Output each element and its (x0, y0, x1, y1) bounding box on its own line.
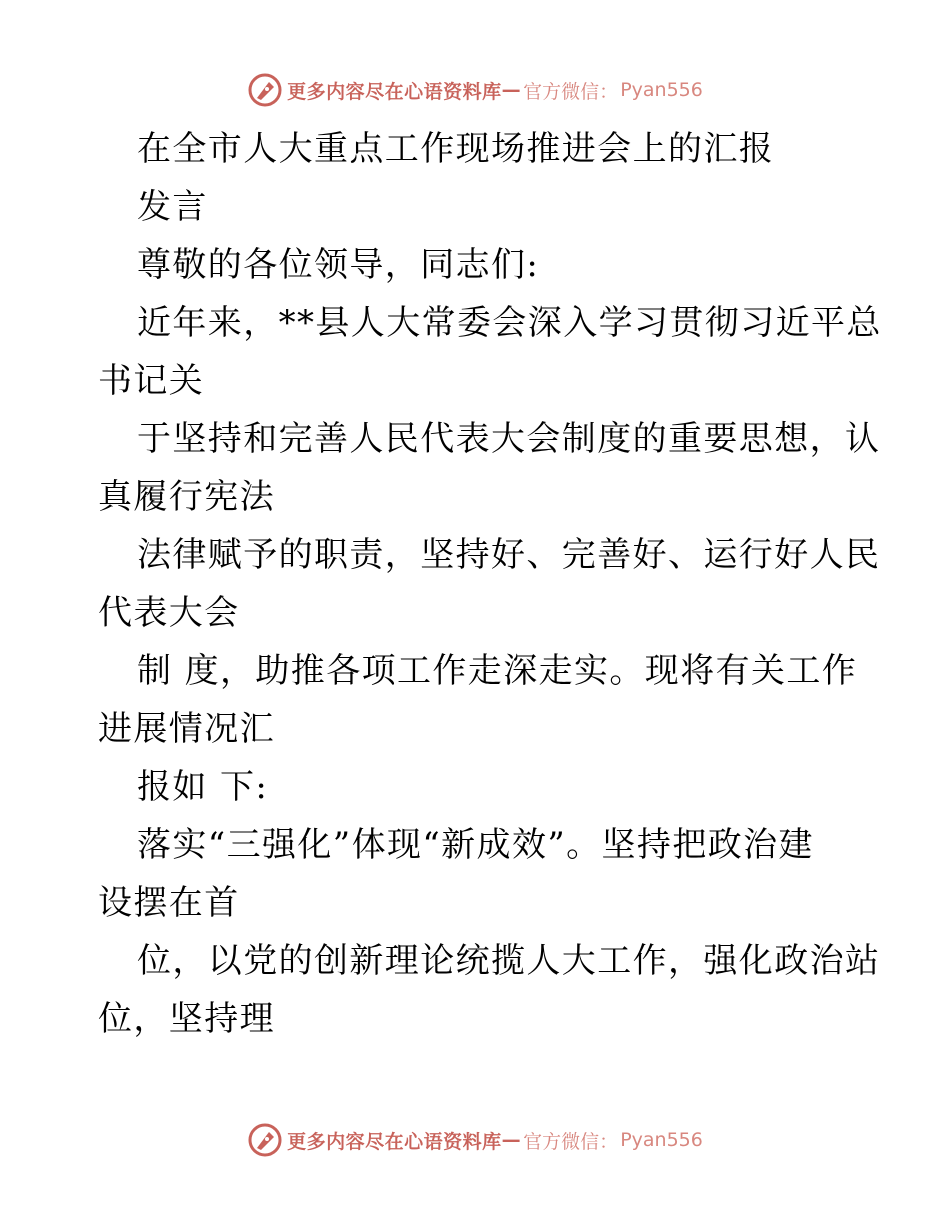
paragraph-line: 位，以党的创新理论统揽人大工作，强化政治站 (137, 941, 881, 981)
paragraph-line: 设摆在首 (98, 883, 240, 923)
paragraph-line: 于坚持和完善人民代表大会制度的重要思想，认 (137, 419, 881, 459)
paragraph-line: 代表大会 (98, 593, 240, 633)
header-watermark (0, 70, 950, 110)
document-title-line-2: 发言 (137, 187, 208, 227)
watermark-dash: — (501, 79, 522, 101)
salutation: 尊敬的各位领导，同志们: (137, 245, 540, 285)
paragraph-line: 书记关 (98, 361, 205, 401)
pen-nib-circle-icon (247, 1122, 283, 1158)
watermark-wechat-label: 官方微信： (523, 1130, 619, 1153)
paragraph-line: 真履行宪法 (98, 477, 275, 517)
watermark-brand-text: 更多内容尽在心语资料库 (287, 80, 502, 103)
watermark-wechat-id: Pyan556 (620, 79, 703, 101)
paragraph-line: 报如 下: (137, 767, 269, 807)
footer-watermark (0, 1120, 950, 1160)
paragraph-line: 落实“三强化”体现“新成效”。坚持把政治建 (137, 825, 814, 865)
watermark-wechat-label: 官方微信： (523, 80, 619, 103)
paragraph-line: 进展情况汇 (98, 709, 275, 749)
paragraph-line: 近年来，**县人大常委会深入学习贯彻习近平总 (137, 303, 882, 343)
paragraph-line: 制 度，助推各项工作走深走实。现将有关工作 (137, 651, 858, 691)
pen-nib-circle-icon (247, 72, 283, 108)
watermark-dash: — (501, 1129, 522, 1151)
watermark-wechat-id: Pyan556 (620, 1129, 703, 1151)
paragraph-line: 法律赋予的职责，坚持好、完善好、运行好人民 (137, 535, 881, 575)
document-title-line-1: 在全市人大重点工作现场推进会上的汇报 (137, 129, 775, 169)
paragraph-line: 位，坚持理 (98, 999, 275, 1039)
watermark-brand-text: 更多内容尽在心语资料库 (287, 1130, 502, 1153)
